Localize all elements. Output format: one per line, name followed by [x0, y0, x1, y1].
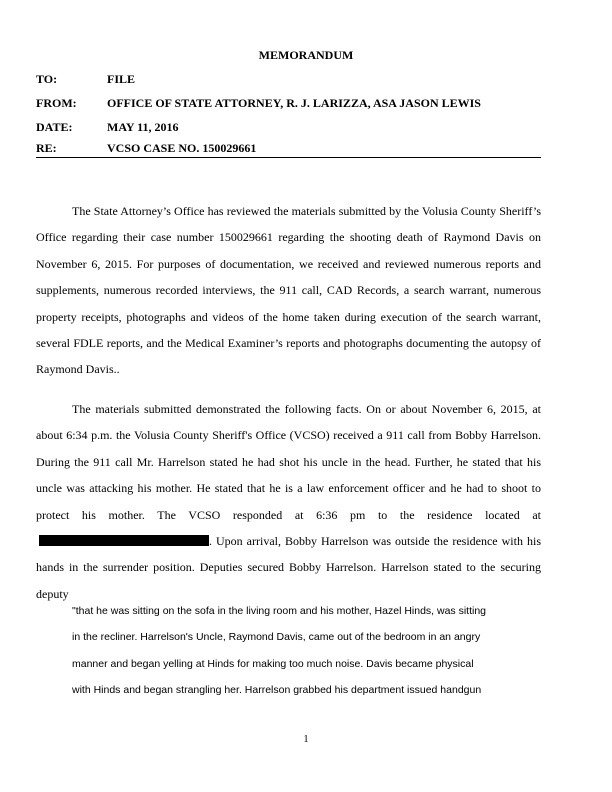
header-to-row	[36, 72, 596, 88]
header-date-label: DATE:	[36, 120, 73, 134]
header-divider	[36, 157, 541, 158]
memo-title: MEMORANDUM	[258, 48, 354, 62]
header-re-row	[36, 141, 596, 157]
header-date-value: MAY 11, 2016	[107, 120, 179, 134]
redaction-box	[39, 535, 209, 546]
paragraph-2-container	[36, 396, 541, 607]
block-quote: "that he was sitting on the sofa in the living room and his mother, Hazel Hinds, was sitting in the recliner. Harrelson's Uncle, Raymond Davis, came out of the bedroom in an angry manner and began yelling at Hinds for making too much noise. Davis became physical with Hinds and began strangling her. Harrelson grabbed his department issued handgun	[72, 605, 487, 697]
header-date-row	[36, 120, 596, 136]
paragraph-1-text: The State Attorney’s Office has reviewed the materials submitted by the Volusia County Sheriff’s Office regarding their case number 150029661 regarding the shooting death of Raymond Davis on November 6, 2015. For purposes of documentation, we received and reviewed numerous reports and supplements, numerous recorded interviews, the 911 call, CAD Records, a search warrant, numerous property receipts, photographs and videos of the home taken during execution of the search warrant, several FDLE reports, and the Medical Examiner’s reports and photographs documenting the autopsy of Raymond Davis..	[36, 204, 541, 377]
header-from-value: OFFICE OF STATE ATTORNEY, R. J. LARIZZA, ASA JASON LEWIS	[107, 96, 481, 110]
body-paragraph-2	[36, 396, 541, 607]
page-number: 1	[303, 734, 309, 745]
body-paragraph-1	[36, 198, 541, 383]
header-to-label: TO:	[36, 72, 58, 86]
paragraph-2-text-before: The materials submitted demonstrated the following facts. On or about November 6, 2015, at about 6:34 p.m. the Volusia County Sheriff's Office (VCSO) received a 911 call from Bobby Harrelson. During the 911 call Mr. Harrelson stated he had shot his uncle in the head. Further, he stated that his uncle was attacking his mother. He stated that he is a law enforcement officer and he had to shoot to protect his mother. The VCSO responded at 6:36 pm to the residence located at	[36, 402, 541, 522]
header-re-label: RE:	[36, 141, 57, 155]
header-re-value: VCSO CASE NO. 150029661	[107, 141, 257, 155]
header-to-value: FILE	[107, 72, 136, 86]
paragraph-2-text-after: . Upon arrival, Bobby Harrelson was outside the residence with his hands in the surrender position. Deputies secured Bobby Harrelson. Harrelson stated to the securing deputy	[36, 534, 541, 601]
header-from-label: FROM:	[36, 96, 77, 110]
header-from-row	[36, 96, 596, 112]
